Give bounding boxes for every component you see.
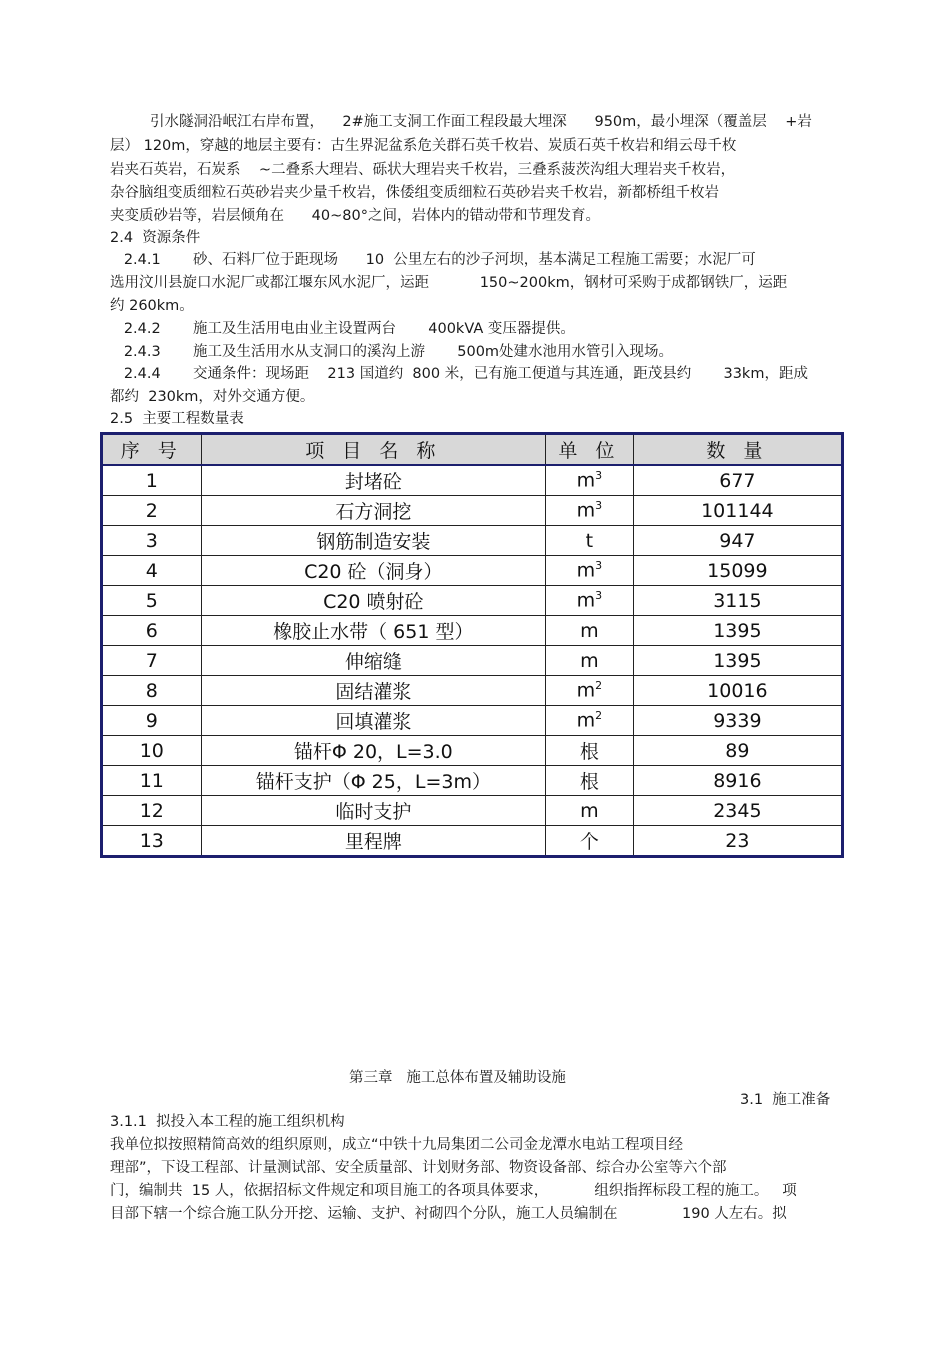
unit-text: m	[580, 649, 599, 672]
section-3-1-heading: 3.1 施工准备	[740, 1092, 831, 1108]
cell-no: 2	[102, 496, 202, 526]
unit-exponent: 2	[595, 679, 603, 693]
cell-name: 锚杆支护（Φ 25，L=3m）	[201, 766, 546, 796]
cell-unit	[546, 496, 634, 526]
unit-text: m	[576, 499, 596, 522]
cell-unit	[546, 586, 634, 616]
table-row	[102, 796, 843, 826]
cell-no: 12	[102, 796, 202, 826]
unit-text: m	[576, 559, 596, 582]
cell-no: 13	[102, 826, 202, 857]
cell-qty: 15099	[633, 556, 842, 586]
cell-no: 8	[102, 676, 202, 706]
cell-no: 3	[102, 526, 202, 556]
cell-unit	[546, 826, 634, 857]
cell-no: 6	[102, 616, 202, 646]
cell-unit	[546, 766, 634, 796]
para-line-1: 我单位拟按照精简高效的组织原则，成立“中铁十九局集团二公司金龙潭水电站工程项目经	[110, 1137, 684, 1153]
unit-text: m	[576, 589, 596, 612]
table-row	[102, 586, 843, 616]
unit-text: m	[576, 679, 596, 702]
section-2-5-heading: 2.5 主要工程数量表	[110, 411, 244, 427]
cell-name: 封堵砼	[201, 465, 546, 496]
cell-name: C20 砼（洞身）	[201, 556, 546, 586]
cell-qty: 947	[633, 526, 842, 556]
cell-unit	[546, 556, 634, 586]
cell-unit	[546, 646, 634, 676]
unit-text: 根	[579, 741, 599, 763]
unit-text: m	[576, 709, 596, 732]
cell-qty: 10016	[633, 676, 842, 706]
cell-name: 钢筋制造安装	[201, 526, 546, 556]
line-3: 杂谷脑组变质细粒石英砂岩夹少量千枚岩，侏倭组变质细粒石英砂岩夹千枚岩，新都桥组千枚岩	[110, 185, 719, 201]
line-9: 2.4.2 施工及生活用电由业主设置两台 400kVA 变压器提供。	[110, 321, 575, 337]
unit-text: 个	[579, 831, 599, 853]
cell-no: 1	[102, 465, 202, 496]
quantity-table	[100, 432, 844, 858]
cell-unit	[546, 676, 634, 706]
cell-no: 11	[102, 766, 202, 796]
cell-qty: 1395	[633, 616, 842, 646]
cell-name: 临时支护	[201, 796, 546, 826]
table-row	[102, 706, 843, 736]
cell-unit	[546, 616, 634, 646]
cell-unit	[546, 465, 634, 496]
cell-name: 伸缩缝	[201, 646, 546, 676]
cell-unit	[546, 706, 634, 736]
cell-no: 4	[102, 556, 202, 586]
cell-qty: 677	[633, 465, 842, 496]
cell-qty: 3115	[633, 586, 842, 616]
cell-qty: 101144	[633, 496, 842, 526]
line-4: 夹变质砂岩等，岩层倾角在 40~80°之间，岩体内的错动带和节理发育。	[110, 208, 600, 224]
table-row	[102, 526, 843, 556]
unit-text: 根	[579, 771, 599, 793]
table-row	[102, 766, 843, 796]
unit-exponent: 3	[595, 469, 603, 483]
cell-qty: 23	[633, 826, 842, 857]
table-row	[102, 736, 843, 766]
line-10: 2.4.3 施工及生活用水从支洞口的溪沟上游 500m处建水池用水管引入现场。	[110, 344, 674, 360]
cell-qty: 89	[633, 736, 842, 766]
unit-text: t	[585, 529, 594, 552]
table-row	[102, 465, 843, 496]
unit-exponent: 3	[595, 589, 603, 603]
line-7: 选用汶川县旋口水泥厂或都江堰东风水泥厂，运距 150~200km，钢材可采购于成都钢铁厂，运距	[110, 275, 788, 291]
header-qty: 数 量	[633, 434, 842, 466]
table-row	[102, 556, 843, 586]
line-2: 岩夹石英岩，石炭系 ~二叠系大理岩、砾状大理岩夹千枚岩，三叠系菠茨沟组大理岩夹千枚岩，	[110, 162, 736, 178]
header-unit: 单 位	[546, 434, 634, 466]
line-6: 2.4.1 砂、石料厂位于距现场 10 公里左右的沙子河坝，基本满足工程施工需要；水泥厂可	[110, 252, 756, 268]
cell-name: 里程牌	[201, 826, 546, 857]
unit-text: m	[580, 619, 599, 642]
table-header-row	[102, 434, 843, 466]
cell-unit	[546, 736, 634, 766]
header-name: 项 目 名 称	[201, 434, 546, 466]
cell-no: 10	[102, 736, 202, 766]
unit-text: m	[580, 799, 599, 822]
para-line-4: 目部下辖一个综合施工队分开挖、运输、支护、衬砌四个分队，施工人员编制在 190 人左右。拟	[110, 1206, 787, 1222]
table-row	[102, 676, 843, 706]
line-11: 2.4.4 交通条件：现场距 213 国道约 800 米，已有施工便道与其连通，距茂县约 33km，距成	[110, 366, 808, 382]
line-0: 引水隧洞沿岷江右岸布置， 2#施工支洞工作面工程段最大埋深 950m，最小埋深（覆盖层 +岩	[150, 114, 812, 130]
unit-exponent: 2	[595, 709, 603, 723]
cell-no: 9	[102, 706, 202, 736]
cell-name: 橡胶止水带（ 651 型）	[201, 616, 546, 646]
cell-qty: 1395	[633, 646, 842, 676]
line-8: 约 260km。	[110, 298, 194, 314]
header-no: 序 号	[102, 434, 202, 466]
table-row	[102, 496, 843, 526]
cell-unit	[546, 526, 634, 556]
unit-exponent: 3	[595, 559, 603, 573]
cell-qty: 9339	[633, 706, 842, 736]
cell-name: 石方洞挖	[201, 496, 546, 526]
cell-name: 回填灌浆	[201, 706, 546, 736]
unit-exponent: 3	[595, 499, 603, 513]
table-body	[102, 465, 843, 857]
table-row	[102, 616, 843, 646]
para-line-2: 理部”，下设工程部、计量测试部、安全质量部、计划财务部、物资设备部、综合办公室等六个部	[110, 1160, 727, 1176]
table-row	[102, 646, 843, 676]
cell-qty: 2345	[633, 796, 842, 826]
cell-unit	[546, 796, 634, 826]
cell-name: 锚杆Φ 20，L=3.0	[201, 736, 546, 766]
table-row	[102, 826, 843, 857]
chapter-title: 第三章 施工总体布置及辅助设施	[349, 1070, 566, 1086]
section-3-1-1-heading: 3.1.1 拟投入本工程的施工组织机构	[110, 1114, 345, 1130]
section-2-4-heading: 2.4 资源条件	[110, 230, 201, 246]
cell-no: 5	[102, 586, 202, 616]
cell-qty: 8916	[633, 766, 842, 796]
cell-name: 固结灌浆	[201, 676, 546, 706]
line-12: 都约 230km，对外交通方便。	[110, 389, 315, 405]
cell-no: 7	[102, 646, 202, 676]
line-1: 层） 120m，穿越的地层主要有：古生界泥盆系危关群石英千枚岩、炭质石英千枚岩和绢云母千枚	[110, 138, 737, 154]
unit-text: m	[576, 469, 596, 492]
para-line-3: 门，编制共 15 人，依据招标文件规定和项目施工的各项具体要求， 组织指挥标段工程的施工。 项	[110, 1183, 797, 1199]
cell-name: C20 喷射砼	[201, 586, 546, 616]
